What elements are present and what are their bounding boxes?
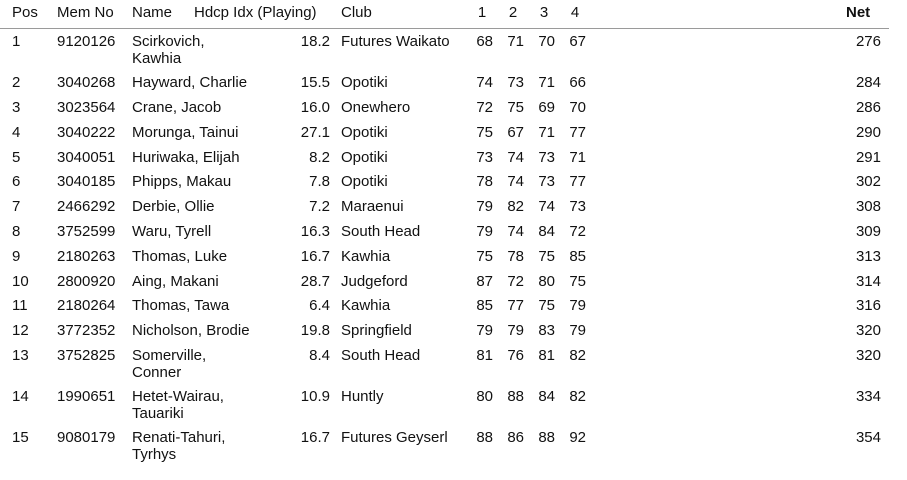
cell-club: Kawhia bbox=[341, 297, 391, 315]
cell-net: 320 bbox=[855, 346, 881, 364]
cell-hdcp: 16.7 bbox=[300, 429, 330, 447]
cell-mem-no: 3040222 bbox=[57, 123, 116, 141]
table-row bbox=[0, 293, 889, 318]
cell-name: Huriwaka, Elijah bbox=[132, 148, 240, 166]
header-pos: Pos bbox=[12, 4, 38, 21]
cell-round-4: 82 bbox=[569, 346, 586, 364]
cell-round-2: 74 bbox=[507, 222, 524, 240]
cell-round-2: 71 bbox=[507, 33, 524, 50]
cell-pos: 8 bbox=[12, 222, 21, 240]
cell-round-1: 68 bbox=[476, 33, 493, 50]
cell-club: Opotiki bbox=[341, 173, 388, 191]
cell-name: Aing, Makani bbox=[132, 272, 219, 290]
cell-round-2: 67 bbox=[507, 123, 524, 141]
cell-club: Opotiki bbox=[341, 148, 388, 166]
cell-round-1: 73 bbox=[476, 148, 493, 166]
cell-round-2: 86 bbox=[507, 429, 524, 447]
cell-name: Waru, Tyrell bbox=[132, 222, 212, 240]
cell-pos: 2 bbox=[12, 74, 21, 92]
cell-round-2: 79 bbox=[507, 322, 524, 340]
cell-net: 316 bbox=[855, 297, 881, 315]
cell-round-1: 79 bbox=[476, 322, 493, 340]
table-header bbox=[0, 0, 889, 29]
cell-mem-no: 2180264 bbox=[57, 297, 116, 315]
cell-net: 309 bbox=[855, 222, 881, 240]
cell-hdcp: 7.2 bbox=[309, 198, 330, 216]
cell-round-2: 77 bbox=[507, 297, 524, 315]
cell-mem-no: 2800920 bbox=[57, 272, 116, 290]
cell-club: Huntly bbox=[341, 388, 384, 406]
cell-net: 302 bbox=[855, 173, 881, 191]
cell-round-3: 73 bbox=[538, 173, 555, 191]
cell-pos: 12 bbox=[12, 322, 29, 340]
cell-round-2: 88 bbox=[507, 388, 524, 406]
cell-round-3: 81 bbox=[538, 346, 555, 364]
cell-club: Maraenui bbox=[341, 198, 404, 216]
cell-round-3: 69 bbox=[538, 98, 555, 116]
cell-net: 308 bbox=[855, 198, 881, 216]
table-row bbox=[0, 29, 889, 70]
cell-round-4: 79 bbox=[569, 322, 586, 340]
cell-mem-no: 3040268 bbox=[57, 74, 116, 92]
cell-round-2: 76 bbox=[507, 346, 524, 364]
cell-round-4: 73 bbox=[569, 198, 586, 216]
cell-round-4: 70 bbox=[569, 98, 586, 116]
cell-round-2: 78 bbox=[507, 247, 524, 265]
cell-club: South Head bbox=[341, 346, 421, 364]
table-row bbox=[0, 269, 889, 294]
table-row bbox=[0, 194, 889, 219]
cell-mem-no: 9120126 bbox=[57, 33, 116, 50]
cell-round-2: 73 bbox=[507, 74, 524, 92]
cell-hdcp: 16.0 bbox=[300, 98, 330, 116]
cell-mem-no: 3752825 bbox=[57, 346, 116, 364]
table-row bbox=[0, 244, 889, 269]
cell-hdcp: 28.7 bbox=[300, 272, 330, 290]
cell-name: Hayward, Charlie bbox=[132, 74, 248, 92]
cell-round-4: 67 bbox=[569, 33, 586, 50]
cell-hdcp: 18.2 bbox=[300, 33, 330, 50]
cell-pos: 6 bbox=[12, 173, 21, 191]
table-body bbox=[0, 29, 907, 467]
cell-round-4: 85 bbox=[569, 247, 586, 265]
cell-hdcp: 8.4 bbox=[309, 346, 330, 364]
cell-round-3: 80 bbox=[538, 272, 555, 290]
cell-pos: 9 bbox=[12, 247, 21, 265]
cell-name: Phipps, Makau bbox=[132, 173, 232, 191]
cell-round-2: 75 bbox=[507, 98, 524, 116]
cell-round-4: 72 bbox=[569, 222, 586, 240]
cell-pos: 11 bbox=[12, 297, 28, 315]
cell-pos: 1 bbox=[12, 33, 21, 50]
header-round-2: 2 bbox=[508, 4, 518, 21]
cell-hdcp: 7.8 bbox=[309, 173, 330, 191]
cell-club: Futures Waikato bbox=[341, 33, 450, 50]
cell-round-4: 66 bbox=[569, 74, 586, 92]
cell-net: 290 bbox=[855, 123, 881, 141]
table-row bbox=[0, 219, 889, 244]
cell-round-1: 87 bbox=[476, 272, 493, 290]
header-name: Name bbox=[132, 4, 173, 21]
header-mem-no: Mem No bbox=[57, 4, 114, 21]
cell-round-3: 73 bbox=[538, 148, 555, 166]
cell-net: 291 bbox=[855, 148, 881, 166]
header-round-4: 4 bbox=[570, 4, 580, 21]
cell-name: Morunga, Tainui bbox=[132, 123, 239, 141]
cell-round-3: 83 bbox=[538, 322, 555, 340]
cell-mem-no: 3023564 bbox=[57, 98, 116, 116]
cell-round-4: 71 bbox=[569, 148, 586, 166]
table-row bbox=[0, 425, 889, 466]
cell-round-3: 71 bbox=[538, 123, 555, 141]
cell-club: Judgeford bbox=[341, 272, 408, 290]
cell-mem-no: 3040185 bbox=[57, 173, 116, 191]
cell-net: 313 bbox=[855, 247, 881, 265]
cell-round-3: 75 bbox=[538, 297, 555, 315]
cell-hdcp: 16.3 bbox=[300, 222, 330, 240]
cell-round-4: 92 bbox=[569, 429, 586, 447]
cell-pos: 13 bbox=[12, 346, 29, 364]
header-hdcp: Hdcp Idx (Playing) bbox=[194, 4, 317, 21]
table-row bbox=[0, 120, 889, 145]
cell-round-4: 75 bbox=[569, 272, 586, 290]
cell-round-1: 78 bbox=[476, 173, 493, 191]
cell-hdcp: 27.1 bbox=[300, 123, 330, 141]
cell-hdcp: 6.4 bbox=[309, 297, 330, 315]
cell-net: 276 bbox=[855, 33, 881, 50]
table-row bbox=[0, 384, 889, 425]
cell-round-2: 72 bbox=[507, 272, 524, 290]
cell-net: 286 bbox=[855, 98, 881, 116]
cell-pos: 5 bbox=[12, 148, 21, 166]
cell-mem-no: 2466292 bbox=[57, 198, 116, 216]
cell-mem-no: 3772352 bbox=[57, 322, 116, 340]
table-row bbox=[0, 95, 889, 120]
cell-net: 354 bbox=[855, 429, 881, 447]
cell-round-4: 77 bbox=[569, 123, 586, 141]
cell-round-3: 74 bbox=[538, 198, 555, 216]
cell-mem-no: 3752599 bbox=[57, 222, 116, 240]
cell-club: Springfield bbox=[341, 322, 412, 340]
cell-round-1: 72 bbox=[476, 98, 493, 116]
cell-club: Onewhero bbox=[341, 98, 411, 116]
cell-hdcp: 10.9 bbox=[300, 388, 330, 406]
cell-round-1: 88 bbox=[476, 429, 493, 447]
cell-name: Somerville, Conner bbox=[132, 346, 207, 381]
cell-round-4: 79 bbox=[569, 297, 586, 315]
table-row bbox=[0, 318, 889, 343]
cell-name: Derbie, Ollie bbox=[132, 198, 215, 216]
table-row bbox=[0, 70, 889, 95]
cell-net: 334 bbox=[855, 388, 881, 406]
cell-net: 314 bbox=[855, 272, 881, 290]
cell-name: Scirkovich, Kawhia bbox=[132, 33, 205, 67]
cell-pos: 4 bbox=[12, 123, 21, 141]
cell-name: Thomas, Tawa bbox=[132, 297, 230, 315]
cell-round-3: 70 bbox=[538, 33, 555, 50]
cell-pos: 15 bbox=[12, 429, 29, 447]
cell-net: 284 bbox=[855, 74, 881, 92]
header-round-1: 1 bbox=[477, 4, 487, 21]
header-net: Net bbox=[846, 4, 871, 21]
cell-pos: 14 bbox=[12, 388, 29, 406]
cell-club: Kawhia bbox=[341, 247, 391, 265]
cell-round-1: 79 bbox=[476, 222, 493, 240]
cell-round-2: 74 bbox=[507, 173, 524, 191]
cell-club: South Head bbox=[341, 222, 421, 240]
table-row bbox=[0, 145, 889, 170]
cell-hdcp: 15.5 bbox=[300, 74, 330, 92]
cell-round-4: 82 bbox=[569, 388, 586, 406]
cell-round-3: 75 bbox=[538, 247, 555, 265]
cell-round-1: 79 bbox=[476, 198, 493, 216]
cell-round-3: 71 bbox=[538, 74, 555, 92]
cell-name: Renati-Tahuri, Tyrhys bbox=[132, 429, 226, 464]
table-row bbox=[0, 169, 889, 194]
cell-club: Opotiki bbox=[341, 74, 388, 92]
cell-name: Crane, Jacob bbox=[132, 98, 222, 116]
cell-round-1: 85 bbox=[476, 297, 493, 315]
cell-mem-no: 2180263 bbox=[57, 247, 116, 265]
cell-hdcp: 16.7 bbox=[300, 247, 330, 265]
cell-name: Hetet-Wairau, Tauariki bbox=[132, 388, 224, 423]
table-row bbox=[0, 343, 889, 384]
header-club: Club bbox=[341, 4, 372, 21]
cell-club: Opotiki bbox=[341, 123, 388, 141]
cell-round-1: 74 bbox=[476, 74, 493, 92]
header-round-3: 3 bbox=[539, 4, 549, 21]
cell-name: Thomas, Luke bbox=[132, 247, 228, 265]
cell-mem-no: 1990651 bbox=[57, 388, 116, 406]
cell-round-3: 84 bbox=[538, 388, 555, 406]
cell-hdcp: 19.8 bbox=[300, 322, 330, 340]
cell-name: Nicholson, Brodie bbox=[132, 322, 250, 340]
cell-round-1: 75 bbox=[476, 247, 493, 265]
cell-round-4: 77 bbox=[569, 173, 586, 191]
cell-hdcp: 8.2 bbox=[309, 148, 330, 166]
cell-pos: 10 bbox=[12, 272, 29, 290]
cell-round-1: 75 bbox=[476, 123, 493, 141]
cell-round-1: 80 bbox=[476, 388, 493, 406]
cell-mem-no: 9080179 bbox=[57, 429, 116, 447]
cell-club: Futures Geyserl bbox=[341, 429, 448, 447]
cell-pos: 7 bbox=[12, 198, 21, 216]
cell-round-3: 88 bbox=[538, 429, 555, 447]
cell-round-2: 82 bbox=[507, 198, 524, 216]
cell-round-2: 74 bbox=[507, 148, 524, 166]
cell-round-3: 84 bbox=[538, 222, 555, 240]
cell-mem-no: 3040051 bbox=[57, 148, 116, 166]
cell-net: 320 bbox=[855, 322, 881, 340]
cell-pos: 3 bbox=[12, 98, 21, 116]
cell-round-1: 81 bbox=[476, 346, 493, 364]
